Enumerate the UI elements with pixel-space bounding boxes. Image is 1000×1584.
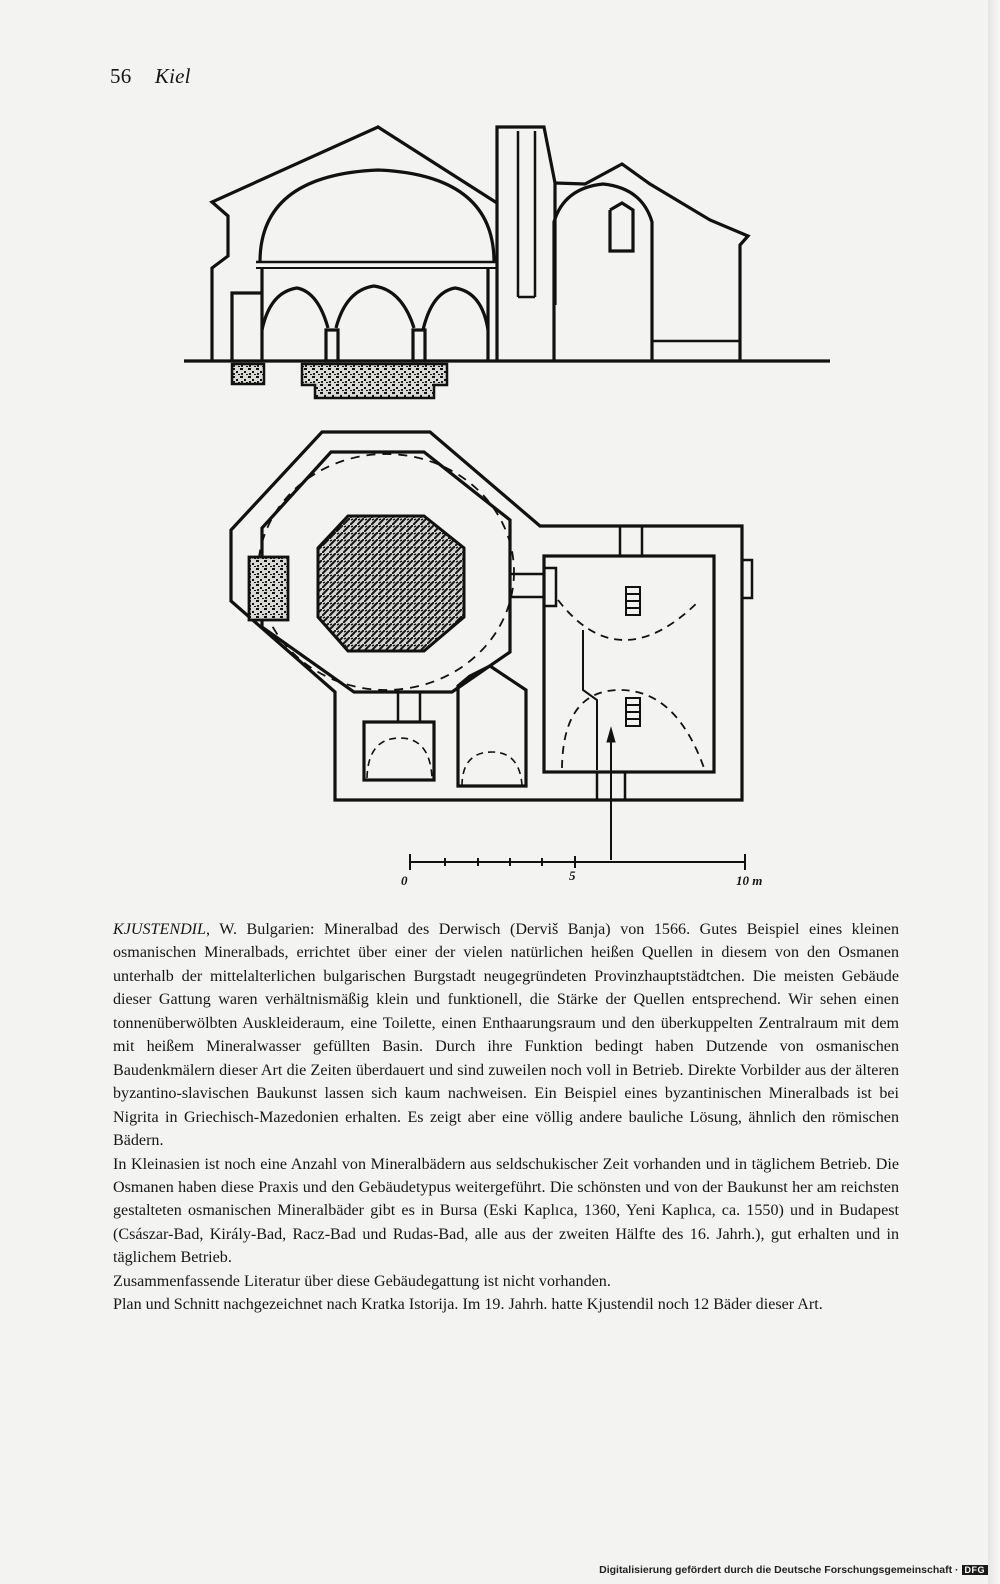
section-window bbox=[610, 203, 633, 251]
plan-toilet bbox=[458, 666, 526, 786]
running-head-author: Kiel bbox=[154, 64, 191, 88]
section-chimney bbox=[497, 127, 555, 361]
section-arch bbox=[336, 286, 414, 328]
caption-lead-text: , W. Bulgarien: Mineralbad des Derwisch (Derviš Banja) von 1566. Gutes Beispiel eines kleinen osmanischen Mineralbads, errichtet über einer der vielen natürlichen heißen Quellen in diesem von den Osmanen unterhalb der mittelalterlichen bulgarischen Burgstadt neugegründeten Provinzhauptstädtchen. Die meisten Gebäude dieser Gattung waren verhältnismäßig klein und funktionell, die Stärke der Quellen entsprechend. Wir sehen einen tonnenüberwölbten Auskleideraum, eine Toilette, einen Enthaarungsraum und den überkuppelten Zentralraum mit dem mit heißem Mineralwasser gefüllten Basin. Durch ihre Funktion bedingt haben Dutzende von osmanischen Baudenkmälern dieser Art die Zeiten überdauert und sind zuweilen noch voll in Betrieb. Direkte Vorbilder aus der älteren byzantino-slavischen Baukunst lassen sich kaum nachweisen. Ein Beispiel eines byzantinischen Mineralbads ist bei Nigrita in Griechisch-Mazedonien erhalten. Es zeigt aber eine völlig andere bauliche Lösung, ähnlich den römischen Bädern. bbox=[113, 921, 899, 1150]
plan-drawing bbox=[231, 432, 752, 870]
section-drawing bbox=[184, 127, 830, 398]
section-arch bbox=[423, 288, 488, 330]
plan-outer-wall bbox=[231, 432, 742, 800]
credit-text: Digitalisierung gefördert durch die Deutsche Forschungsgemeinschaft · bbox=[599, 1564, 959, 1576]
section-vault bbox=[554, 184, 652, 361]
scale-label-0: 0 bbox=[401, 873, 408, 888]
caption-paragraph-3: Zusammenfassende Literatur über diese Gebäudegattung ist nicht vorhanden. bbox=[113, 1272, 611, 1290]
scale-label-5: 5 bbox=[569, 868, 576, 883]
section-dome bbox=[260, 170, 494, 262]
caption-paragraph-4: Plan und Schnitt nachgezeichnet nach Kratka Istorija. Im 19. Jahrh. hatte Kjustendil noch 12 Bäder dieser Art. bbox=[113, 1296, 823, 1314]
scale-label-10m: 10 m bbox=[736, 873, 763, 888]
plan-disrobing-room bbox=[544, 556, 714, 772]
figure-caption bbox=[113, 918, 899, 1317]
section-basin-foundation bbox=[302, 364, 447, 398]
dfg-logo: DFG bbox=[962, 1565, 989, 1575]
plan-niche bbox=[249, 557, 288, 620]
caption-place-name: KJUSTENDIL bbox=[113, 921, 206, 938]
section-arch bbox=[262, 288, 328, 330]
section-left-roof bbox=[212, 127, 497, 361]
page-number: 56 bbox=[110, 64, 132, 88]
caption-paragraph-1 bbox=[113, 918, 899, 1153]
plan-basin bbox=[318, 516, 464, 651]
section-foundation bbox=[232, 364, 264, 384]
scale-bar bbox=[410, 854, 745, 870]
digitization-credit bbox=[599, 1564, 988, 1576]
caption-paragraph-2: In Kleinasien ist noch eine Anzahl von Mineralbädern aus seldschukischer Zeit vorhanden und in täglichem Betrieb. Die Osmanen haben diese Praxis und den Gebäudetypus weitergeführt. Die schönsten und von der Baukunst her am reichsten gestalteten osmanischen Mineralbäder gibt es in Bursa (Eski Kaplıca, 1360, Yeni Kaplıca, ca. 1550) und in Budapest (Császar-Bad, Király-Bad, Racz-Bad und Rudas-Bad, alle aus der zweiten Hälfte des 16. Jahrh.), gut erhalten und in täglichem Betrieb. bbox=[113, 1155, 899, 1267]
